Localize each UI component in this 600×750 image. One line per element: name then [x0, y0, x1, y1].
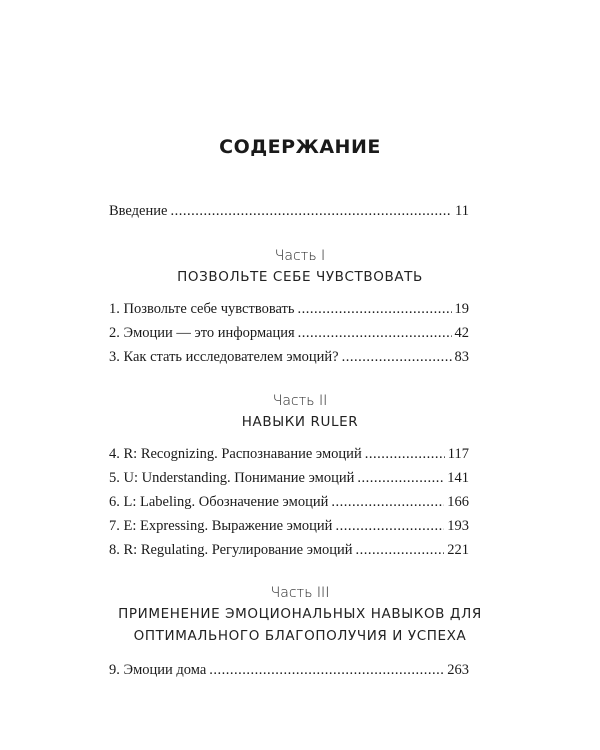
toc-page-number: 19 [454, 301, 469, 317]
toc-page-number: 42 [454, 325, 469, 341]
part-title: ПОЗВОЛЬТЕ СЕБЕ ЧУВСТВОВАТЬ [177, 269, 423, 285]
leader-dots [298, 324, 452, 342]
leader-dots [356, 541, 445, 559]
toc-entry-label: 3. Как стать исследователем эмоций? [109, 349, 339, 365]
part-heading: Часть III [270, 585, 330, 601]
toc-entry-label: 4. R: Recognizing. Распознавание эмоций [109, 446, 362, 462]
toc-page-number: 141 [447, 470, 469, 486]
leader-dots [365, 445, 445, 463]
leader-dots [209, 661, 444, 679]
toc-entry[interactable] [109, 445, 469, 463]
toc-entry-label: 7. E: Expressing. Выражение эмоций [109, 518, 333, 534]
toc-page-number: 263 [447, 662, 469, 678]
toc-page-number: 117 [447, 446, 469, 462]
leader-dots [335, 517, 444, 535]
leader-dots [331, 493, 444, 511]
part-title: ОПТИМАЛЬНОГО БЛАГОПОЛУЧИЯ И УСПЕХА [133, 628, 467, 644]
part-title: НАВЫКИ RULER [241, 414, 359, 430]
toc-page-number: 166 [447, 494, 469, 510]
part-title: ПРИМЕНЕНИЕ ЭМОЦИОНАЛЬНЫХ НАВЫКОВ ДЛЯ [118, 606, 482, 622]
toc-page-number: 221 [447, 542, 469, 558]
toc-entry-intro[interactable] [109, 202, 469, 220]
toc-page-number: 11 [455, 203, 469, 219]
leader-dots [297, 300, 451, 318]
toc-entry[interactable] [109, 324, 469, 342]
leader-dots [170, 202, 452, 220]
part-heading: Часть II [272, 393, 328, 409]
toc-entry[interactable] [109, 661, 469, 679]
toc-entry[interactable] [109, 348, 469, 366]
toc-entry-label: Введение [109, 203, 168, 219]
toc-entry-label: 2. Эмоции — это информация [109, 325, 295, 341]
toc-page-number: 193 [447, 518, 469, 534]
part-heading: Часть I [274, 248, 326, 264]
toc-page-number: 83 [454, 349, 469, 365]
leader-dots [357, 469, 444, 487]
toc-entry[interactable] [109, 300, 469, 318]
toc-entry[interactable] [109, 541, 469, 559]
toc-entry-label: 9. Эмоции дома [109, 662, 207, 678]
toc-entry-label: 8. R: Regulating. Регулирование эмоций [109, 542, 353, 558]
toc-entry[interactable] [109, 493, 469, 511]
page-title: СОДЕРЖАНИЕ [219, 136, 381, 158]
toc-entry-label: 5. U: Understanding. Понимание эмоций [109, 470, 355, 486]
leader-dots [342, 348, 452, 366]
toc-entry[interactable] [109, 469, 469, 487]
toc-entry[interactable] [109, 517, 469, 535]
toc-entry-label: 1. Позвольте себе чувствовать [109, 301, 295, 317]
toc-entry-label: 6. L: Labeling. Обозначение эмоций [109, 494, 329, 510]
